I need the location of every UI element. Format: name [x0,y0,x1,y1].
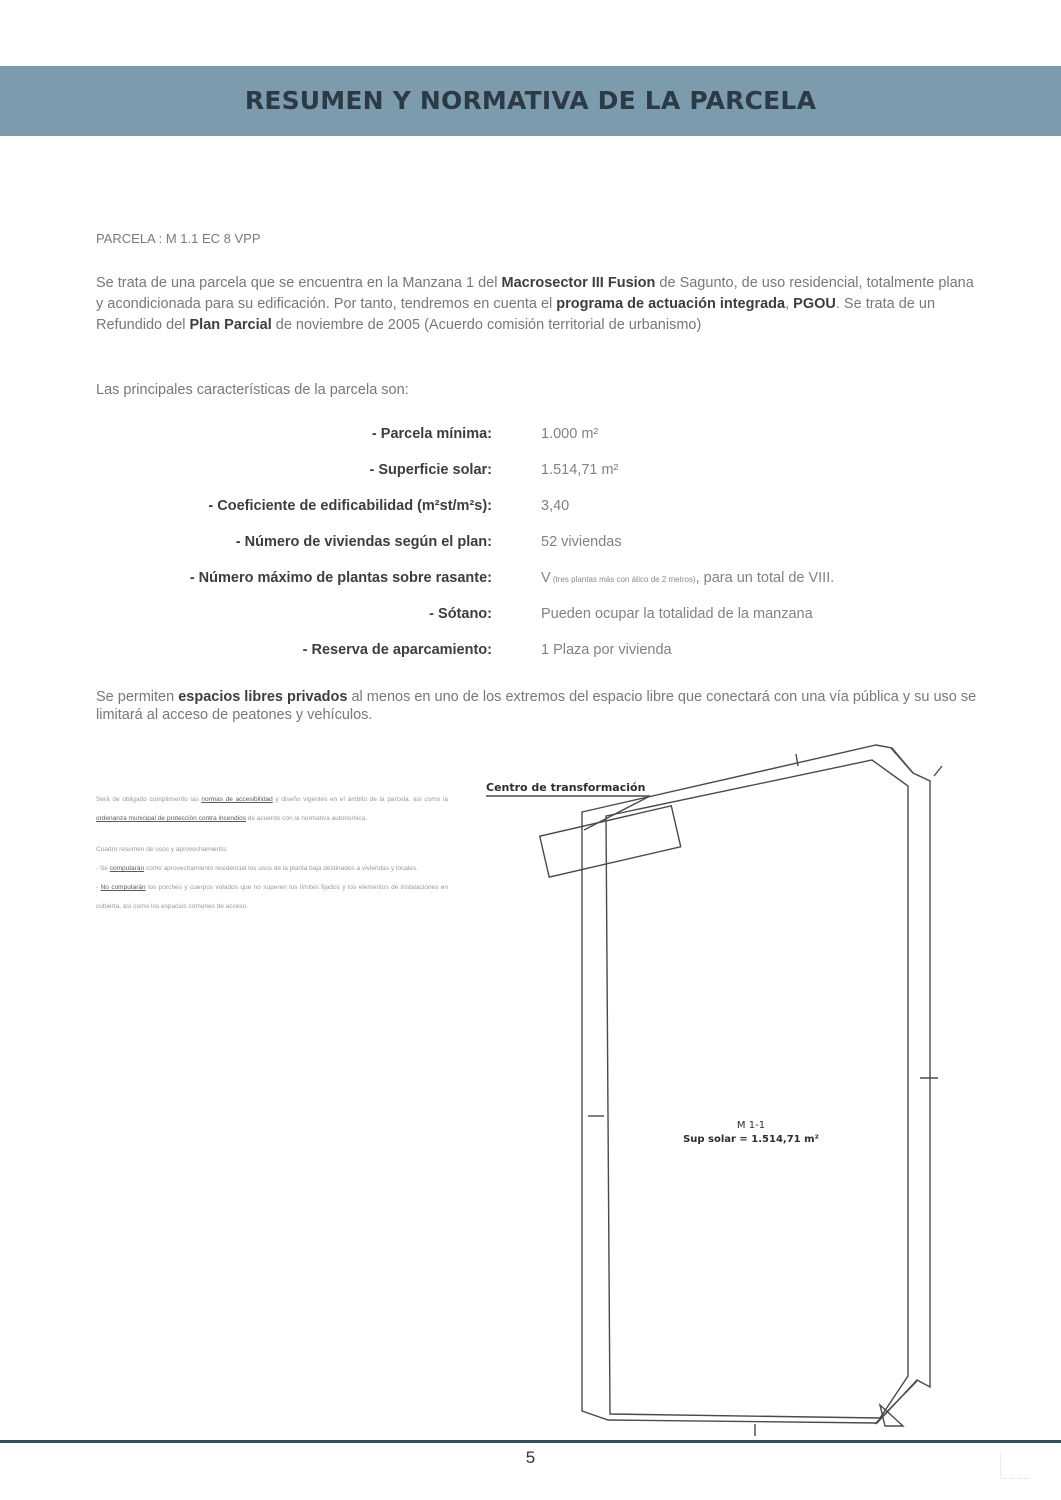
spec-label: - Sótano: [429,606,492,622]
dimension-tick [934,766,942,776]
spec-value: 52 viviendas [541,534,622,550]
page-title: RESUMEN Y NORMATIVA DE LA PARCELA [244,86,817,115]
spec-row-buildability [0,498,1061,526]
note-emphasis: No computarán [100,884,146,891]
spec-row-minimum-parcel [0,426,1061,454]
parcel-area-label: Sup solar = 1.514,71 m² [683,1134,819,1145]
note-text: como aprovechamiento residencial los usos de la planta baja destinados a viviendas y locales. [144,865,418,872]
note-emphasis: ordenanza municipal de protección contra incendios [96,815,246,822]
note-emphasis: computarán [109,865,145,872]
note-computed [96,859,448,878]
spaces-text: al menos en uno de los extremos del espacio libre que conectará con una vía pública y su uso se limitará al acceso de peatones y vehículos. [96,689,977,723]
spec-value: 1 Plaza por vivienda [541,642,672,658]
spec-value: Pueden ocupar la totalidad de la manzana [541,606,813,622]
leader-line [486,796,650,830]
note-text: los porches y cuerpos volados que no superen los límites fijados y los elementos de instalaciones en cubierta, así como los espacios comunes de acceso. [96,884,448,910]
spec-row-site-area [0,462,1061,490]
spaces-text: Se permiten [96,689,179,705]
spec-value: 1.000 m² [541,426,599,442]
intro-emphasis: PGOU [793,296,836,312]
parcel-site-plan [480,736,960,1436]
spec-label: - Número de viviendas según el plan: [235,534,492,550]
spec-row-dwellings [0,534,1061,562]
dimension-tick [796,754,798,766]
header-band [0,66,1061,136]
spec-value: 1.514,71 m² [541,462,619,478]
intro-emphasis: Macrosector III Fusion [501,275,656,291]
parcel-code: M 1-1 [736,1120,766,1131]
note-emphasis: normas de accesibilidad [201,796,273,803]
spec-label: - Superficie solar: [369,462,492,478]
spec-label: - Número máximo de plantas sobre rasante: [189,570,492,586]
note-accessibility [96,790,448,828]
footer-rule [0,1440,1061,1443]
plan-outline [486,745,942,1436]
page-number: 5 [525,1448,536,1467]
note-text: - [96,884,101,891]
intro-emphasis: programa de actuación integrada [556,296,786,312]
spec-label: - Coeficiente de edificabilidad (m²st/m²s): [208,498,492,514]
notes-spacer [96,828,448,840]
spec-value-main: V [541,570,551,586]
spec-row-parking [0,642,1061,670]
spec-label: - Parcela mínima: [371,426,492,442]
spec-value-tail: , para un total de VIII. [695,570,835,586]
intro-text: Se trata de una parcela que se encuentra en la Manzana 1 del [96,275,502,291]
intro-emphasis: Plan Parcial [189,317,272,333]
parcel-label: PARCELA : M 1.1 EC 8 VPP [96,231,261,246]
intro-text: de noviembre de 2005 (Acuerdo comisión territorial de urbanismo) [271,317,702,333]
spec-row-basement [0,606,1061,634]
intro-text: . Se trata de un Refundido del [96,296,936,333]
intro-text: de Sagunto, de uso residencial, totalmente plana y acondicionada para su edificación. Por tanto, tendremos en cuenta el [96,275,974,312]
spec-value: 3,40 [541,498,570,514]
intro-paragraph [96,273,976,336]
free-spaces-paragraph [96,688,1011,724]
note-text: Será de obligado cumplimiento las [96,796,202,803]
spaces-emphasis: espacios libres privados [178,689,348,705]
note-text: y diseño vigentes en el ámbito de la parcela, así como la [272,796,449,803]
parcel-outer-boundary [582,745,930,1423]
note-summary-heading: Cuadro resumen de usos y aprovechamiento: [96,846,228,853]
note-text: - Se [96,865,110,872]
transformer-label: Centro de transformación [486,781,646,794]
boundary-chamfer [875,1381,917,1424]
spec-value [541,570,834,586]
spec-value-note: (tres plantas más con ático de 2 metros) [550,575,696,584]
regulation-notes [96,790,448,916]
intro-text: , [785,296,794,312]
note-text: de acuerdo con la normativa autonómica. [245,815,368,822]
spec-row-max-floors [0,570,1061,598]
characteristics-intro: Las principales características de la parcela son: [96,382,409,398]
parcel-inner-boundary [606,760,908,1418]
boundary-chamfer [891,748,912,772]
corner-mark [1000,1452,1029,1479]
note-not-computed [96,878,448,916]
spec-label: - Reserva de aparcamiento: [302,642,492,658]
